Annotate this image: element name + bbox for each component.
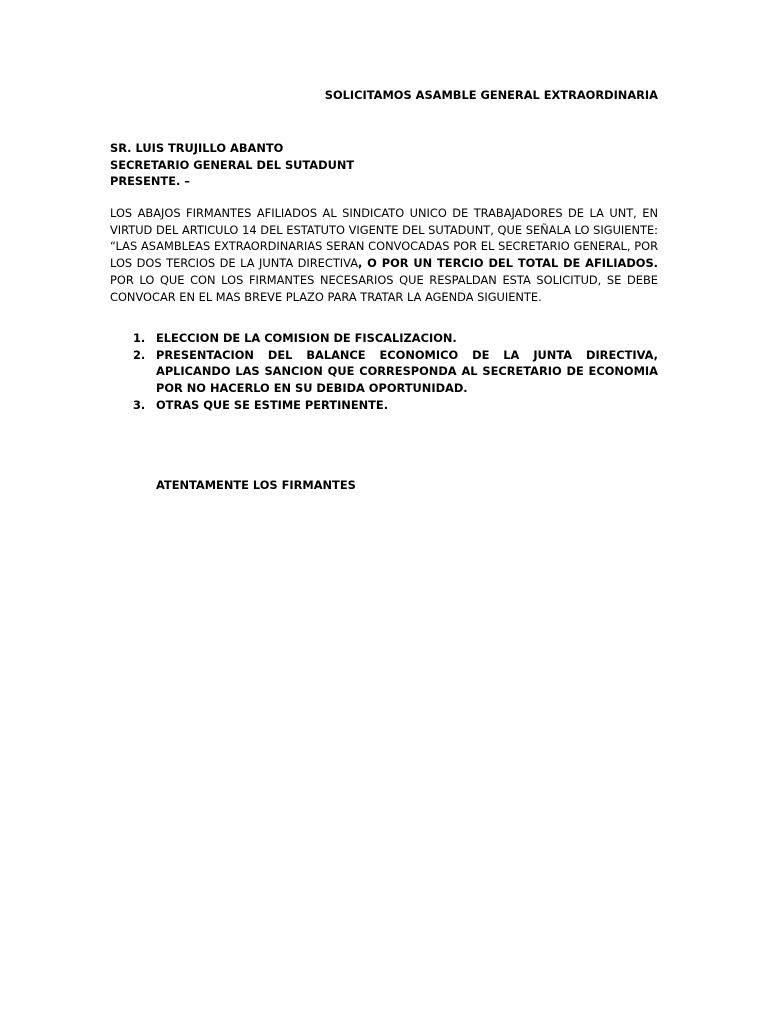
addressee-name: SR. LUIS TRUJILLO ABANTO (110, 141, 284, 155)
agenda-item-text: OTRAS QUE SE ESTIME PERTINENTE. (156, 397, 389, 412)
addressee-greeting: PRESENTE. – (110, 174, 190, 189)
body-text-part1: LOS ABAJOS FIRMANTES AFILIADOS AL SINDICATO UNICO DE TRABAJADORES DE LA UNT, EN VIRTUD DEL ARTICULO 14 DEL ESTATUTO VIGENTE DEL SUTADUNT, QUE SEÑALA LO SIGUIENTE: “LAS ASAMBLEAS EXTRAORDINARIAS SERAN CONVOCADAS POR EL SECRETARIO GENERAL, POR LOS DOS TERCIOS DE LA JUNTA DIRECTIVA (110, 206, 658, 271)
addressee-position: SECRETARIO GENERAL DEL SUTADUNT (110, 157, 355, 172)
agenda-item-number: 1. (133, 331, 146, 345)
addressee-block (110, 140, 658, 190)
agenda-item-number: 3. (133, 397, 146, 412)
agenda-list (110, 330, 658, 414)
agenda-item-text: ELECCION DE LA COMISION DE FISCALIZACION. (156, 331, 457, 345)
document-title: SOLICITAMOS ASAMBLE GENERAL EXTRAORDINARIA (324, 88, 658, 102)
body-paragraph (110, 205, 658, 305)
agenda-item (110, 397, 658, 414)
closing-signature: ATENTAMENTE LOS FIRMANTES (156, 478, 356, 492)
agenda-item (110, 330, 658, 347)
agenda-item-number: 2. (133, 347, 146, 362)
body-text-emphasis: , O POR UN TERCIO DEL TOTAL DE AFILIADOS. (358, 256, 658, 271)
body-text-part2: POR LO QUE CON LOS FIRMANTES NECESARIOS QUE RESPALDAN ESTA SOLICITUD, SE DEBE CONVOCAR EN EL MAS BREVE PLAZO PARA TRATAR LA AGENDA SIGUIENTE. (110, 272, 658, 304)
agenda-item-text: PRESENTACION DEL BALANCE ECONOMICO DE LA JUNTA DIRECTIVA, APLICANDO LAS SANCION QUE CORRESPONDA AL SECRETARIO DE ECONOMIA POR NO HACERLO EN SU DEBIDA OPORTUNIDAD. (156, 347, 658, 396)
agenda-item (110, 347, 658, 397)
